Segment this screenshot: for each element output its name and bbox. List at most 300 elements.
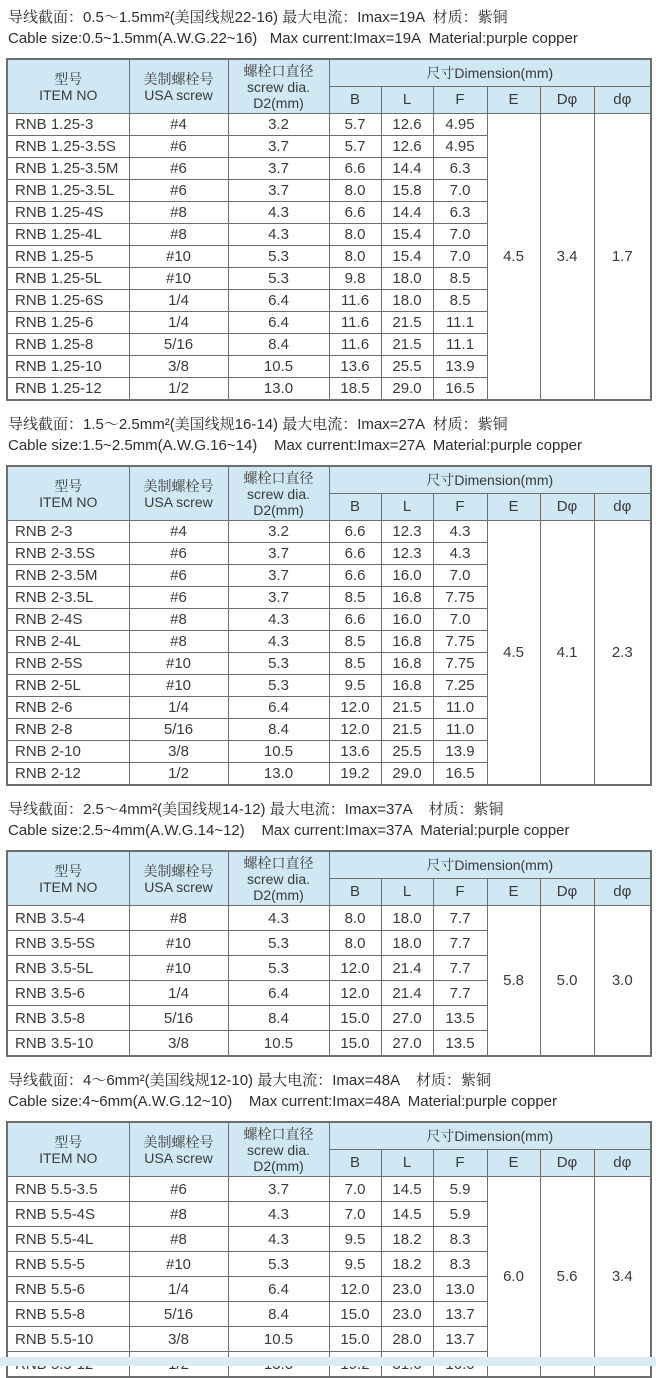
cell-value: 15.8: [381, 180, 433, 202]
cell-value: #6: [129, 136, 228, 158]
cell-value: 8.5: [433, 268, 487, 290]
cell-value: 7.0: [433, 224, 487, 246]
cell-value: 6.6: [329, 543, 381, 565]
header-row-top: [7, 1122, 651, 1150]
header-col-small-dphi: dφ: [594, 494, 651, 521]
header-dimension: 尺寸Dimension(mm): [329, 851, 651, 879]
cell-item-no: RNB 5.5-10: [7, 1327, 129, 1352]
cell-shared-dphi: 5.6: [540, 1177, 594, 1378]
cell-value: 4.3: [433, 543, 487, 565]
cell-value: 5/16: [129, 334, 228, 356]
table-row: [7, 521, 651, 543]
cell-value: 3/8: [129, 356, 228, 378]
header-screw-dia-en2: D2(mm): [253, 1157, 304, 1174]
cell-value: 16.8: [381, 653, 433, 675]
cell-value: 5/16: [129, 1302, 228, 1327]
cell-value: 5.3: [228, 675, 329, 697]
header-col-f: F: [433, 87, 487, 114]
cell-value: #6: [129, 1177, 228, 1202]
cell-value: 5.3: [228, 653, 329, 675]
cell-value: #8: [129, 609, 228, 631]
cell-value: 5/16: [129, 719, 228, 741]
cell-value: 8.5: [433, 290, 487, 312]
cell-value: 1/2: [129, 378, 228, 401]
header-screw-dia: [228, 1122, 329, 1177]
cell-value: 5.3: [228, 931, 329, 956]
cell-value: 4.3: [228, 631, 329, 653]
cell-value: 18.0: [381, 931, 433, 956]
cell-value: 8.0: [329, 246, 381, 268]
cell-value: 5.9: [433, 1202, 487, 1227]
cell-value: 8.5: [329, 631, 381, 653]
header-usa-screw: [129, 466, 228, 521]
cell-shared-small-dphi: 3.4: [594, 1177, 651, 1378]
cell-item-no: RNB 1.25-8: [7, 334, 129, 356]
cell-value: 18.5: [329, 378, 381, 401]
cell-shared-e: 5.8: [487, 906, 540, 1057]
header-screw-dia: [228, 59, 329, 114]
header-col-small-dphi: dφ: [594, 879, 651, 906]
cell-value: 8.5: [329, 587, 381, 609]
cell-value: 13.6: [329, 356, 381, 378]
cell-value: 12.6: [381, 114, 433, 136]
header-usa-screw-zh: 美制螺栓号: [143, 477, 214, 494]
header-usa-screw-en: USA screw: [144, 86, 213, 103]
cell-value: 12.6: [381, 136, 433, 158]
cell-value: 14.5: [381, 1202, 433, 1227]
cell-value: 3/8: [129, 1031, 228, 1057]
header-item-no: [7, 466, 129, 521]
header-col-dphi: Dφ: [540, 87, 594, 114]
header-screw-dia-en2: D2(mm): [253, 94, 304, 111]
cell-value: 11.6: [329, 312, 381, 334]
header-item-no-en: ITEM NO: [39, 1149, 98, 1166]
header-item-no: [7, 1122, 129, 1177]
cell-value: 7.75: [433, 653, 487, 675]
cell-item-no: RNB 5.5-3.5: [7, 1177, 129, 1202]
cell-item-no: RNB 2-5S: [7, 653, 129, 675]
cell-value: 4.95: [433, 114, 487, 136]
cell-value: 13.5: [433, 1031, 487, 1057]
cell-item-no: RNB 2-3.5M: [7, 565, 129, 587]
cell-value: #4: [129, 114, 228, 136]
cell-value: 7.7: [433, 931, 487, 956]
cell-value: 7.0: [433, 565, 487, 587]
header-screw-dia-en1: screw dia.: [246, 870, 311, 887]
cell-shared-dphi: 4.1: [540, 521, 594, 786]
cell-item-no: RNB 1.25-3.5M: [7, 158, 129, 180]
cell-value: 11.0: [433, 697, 487, 719]
header-screw-dia-zh: 螺栓口直径: [243, 854, 314, 871]
cell-item-no: RNB 1.25-6: [7, 312, 129, 334]
cell-value: 18.2: [381, 1227, 433, 1252]
cell-value: 1/4: [129, 981, 228, 1006]
cell-value: 13.0: [228, 378, 329, 401]
cell-value: 3/8: [129, 741, 228, 763]
header-screw-dia-zh: 螺栓口直径: [243, 469, 314, 486]
cell-item-no: RNB 2-3.5L: [7, 587, 129, 609]
cell-value: #8: [129, 906, 228, 931]
header-col-f: F: [433, 494, 487, 521]
header-col-e: E: [487, 879, 540, 906]
cell-value: 3.2: [228, 114, 329, 136]
cell-value: 5.3: [228, 1252, 329, 1277]
cell-value: 29.0: [381, 763, 433, 786]
cell-value: 6.3: [433, 158, 487, 180]
header-col-b: B: [329, 1150, 381, 1177]
cell-item-no: RNB 1.25-10: [7, 356, 129, 378]
header-col-b: B: [329, 87, 381, 114]
cell-value: 3.7: [228, 543, 329, 565]
cell-item-no: RNB 3.5-4: [7, 906, 129, 931]
spec-table: [6, 1121, 652, 1378]
cell-value: #10: [129, 653, 228, 675]
cell-value: 7.0: [433, 609, 487, 631]
table-body: [7, 521, 651, 786]
header-col-small-dphi: dφ: [594, 1150, 651, 1177]
cell-value: 3.7: [228, 136, 329, 158]
header-dimension: 尺寸Dimension(mm): [329, 466, 651, 494]
header-col-l: L: [381, 494, 433, 521]
cell-value: 23.0: [381, 1302, 433, 1327]
spec-table: [6, 850, 652, 1057]
cell-value: 6.4: [228, 697, 329, 719]
cell-value: 10.5: [228, 356, 329, 378]
cell-value: #8: [129, 1227, 228, 1252]
cell-item-no: RNB 2-6: [7, 697, 129, 719]
cell-value: 8.4: [228, 719, 329, 741]
spec-section: [0, 1070, 656, 1378]
section-title-en: Cable size:4~6mm(A.W.G.12~10) Max current:Imax=48A Material:purple copper: [8, 1093, 557, 1110]
cell-value: 3.7: [228, 565, 329, 587]
section-title-en: Cable size:1.5~2.5mm(A.W.G.16~14) Max current:Imax=27A Material:purple copper: [8, 437, 583, 454]
cell-item-no: RNB 2-8: [7, 719, 129, 741]
cell-value: 1/4: [129, 312, 228, 334]
cell-value: 16.8: [381, 675, 433, 697]
cell-value: 4.95: [433, 136, 487, 158]
header-usa-screw-en: USA screw: [144, 878, 213, 895]
header-col-dphi: Dφ: [540, 494, 594, 521]
cell-value: 13.9: [433, 741, 487, 763]
header-col-e: E: [487, 1150, 540, 1177]
cell-value: 3.2: [228, 521, 329, 543]
cell-value: 15.0: [329, 1302, 381, 1327]
cell-value: #10: [129, 268, 228, 290]
cell-value: 14.5: [381, 1177, 433, 1202]
header-col-e: E: [487, 494, 540, 521]
cell-item-no: RNB 5.5-4S: [7, 1202, 129, 1227]
cell-value: 1/4: [129, 697, 228, 719]
header-item-no-zh: 型号: [54, 862, 83, 879]
cell-shared-small-dphi: 2.3: [594, 521, 651, 786]
cell-value: 10.5: [228, 1327, 329, 1352]
spec-table: [6, 465, 652, 786]
cell-shared-small-dphi: 3.0: [594, 906, 651, 1057]
spec-section: [0, 799, 656, 1057]
cell-value: 9.5: [329, 1252, 381, 1277]
header-screw-dia-en1: screw dia.: [246, 485, 311, 502]
cell-value: 10.5: [228, 741, 329, 763]
cell-item-no: RNB 1.25-4L: [7, 224, 129, 246]
cell-shared-e: 4.5: [487, 521, 540, 786]
cell-item-no: RNB 2-4L: [7, 631, 129, 653]
cell-value: 12.0: [329, 719, 381, 741]
cell-value: 29.0: [381, 378, 433, 401]
spec-section: [0, 7, 656, 401]
header-col-b: B: [329, 494, 381, 521]
spec-table: [6, 58, 652, 401]
cell-value: #8: [129, 1202, 228, 1227]
cell-value: 6.6: [329, 609, 381, 631]
cell-item-no: RNB 2-4S: [7, 609, 129, 631]
cell-value: 13.9: [433, 356, 487, 378]
cell-item-no: RNB 3.5-5L: [7, 956, 129, 981]
cell-value: #6: [129, 543, 228, 565]
cell-value: 5/16: [129, 1006, 228, 1031]
header-usa-screw: [129, 59, 228, 114]
cell-value: #6: [129, 565, 228, 587]
table-row: [7, 1177, 651, 1202]
cell-value: 5.3: [228, 268, 329, 290]
header-screw-dia-en2: D2(mm): [253, 501, 304, 518]
cell-value: 10.5: [228, 1031, 329, 1057]
cell-value: 18.0: [381, 906, 433, 931]
cell-value: #10: [129, 246, 228, 268]
cell-item-no: RNB 2-3.5S: [7, 543, 129, 565]
header-col-l: L: [381, 879, 433, 906]
cell-item-no: RNB 2-5L: [7, 675, 129, 697]
cell-value: 4.3: [228, 202, 329, 224]
cell-item-no: RNB 3.5-8: [7, 1006, 129, 1031]
cell-value: 12.0: [329, 981, 381, 1006]
cell-value: 4.3: [433, 521, 487, 543]
cell-value: 15.4: [381, 246, 433, 268]
cell-item-no: RNB 1.25-5: [7, 246, 129, 268]
cell-value: 8.0: [329, 906, 381, 931]
cell-value: 6.4: [228, 981, 329, 1006]
cell-value: 18.0: [381, 268, 433, 290]
cell-value: 8.4: [228, 334, 329, 356]
cell-value: 13.7: [433, 1327, 487, 1352]
cell-value: 16.8: [381, 631, 433, 653]
cell-value: 14.4: [381, 202, 433, 224]
header-row-top: [7, 466, 651, 494]
section-title-zh: 导线截面：2.5～4mm²(美国线规14-12) 最大电流：Imax=37A 材质：紫铜: [8, 801, 504, 818]
cell-value: 9.8: [329, 268, 381, 290]
cell-value: #8: [129, 631, 228, 653]
cell-value: 1/4: [129, 290, 228, 312]
cell-value: 8.3: [433, 1252, 487, 1277]
header-screw-dia-en2: D2(mm): [253, 886, 304, 903]
header-col-f: F: [433, 1150, 487, 1177]
cell-value: 28.0: [381, 1327, 433, 1352]
cell-value: 6.4: [228, 312, 329, 334]
cell-value: 18.2: [381, 1252, 433, 1277]
cell-item-no: RNB 1.25-12: [7, 378, 129, 401]
cell-value: 25.5: [381, 356, 433, 378]
cell-value: #6: [129, 158, 228, 180]
footer-strip: [0, 1357, 656, 1366]
cell-value: #4: [129, 521, 228, 543]
cell-value: 11.6: [329, 334, 381, 356]
cell-value: 27.0: [381, 1006, 433, 1031]
header-usa-screw-zh: 美制螺栓号: [143, 862, 214, 879]
cell-value: 7.25: [433, 675, 487, 697]
header-usa-screw-zh: 美制螺栓号: [143, 70, 214, 87]
cell-value: 16.5: [433, 378, 487, 401]
cell-value: 5.3: [228, 246, 329, 268]
cell-value: #8: [129, 224, 228, 246]
cell-value: 7.7: [433, 981, 487, 1006]
cell-item-no: RNB 5.5-4L: [7, 1227, 129, 1252]
cell-value: 21.5: [381, 697, 433, 719]
cell-value: 1/4: [129, 1277, 228, 1302]
header-item-no-en: ITEM NO: [39, 86, 98, 103]
header-dimension: 尺寸Dimension(mm): [329, 59, 651, 87]
cell-value: 8.4: [228, 1006, 329, 1031]
cell-value: 16.8: [381, 587, 433, 609]
header-usa-screw: [129, 851, 228, 906]
cell-value: 11.0: [433, 719, 487, 741]
header-item-no-zh: 型号: [54, 477, 83, 494]
header-col-b: B: [329, 879, 381, 906]
cell-value: 7.0: [329, 1202, 381, 1227]
header-item-no-en: ITEM NO: [39, 493, 98, 510]
cell-item-no: RNB 1.25-3.5S: [7, 136, 129, 158]
cell-value: 15.0: [329, 1327, 381, 1352]
cell-shared-dphi: 5.0: [540, 906, 594, 1057]
header-row-top: [7, 59, 651, 87]
cell-value: 8.3: [433, 1227, 487, 1252]
cell-value: 6.3: [433, 202, 487, 224]
cell-item-no: RNB 5.5-6: [7, 1277, 129, 1302]
cell-value: 6.6: [329, 521, 381, 543]
header-screw-dia-zh: 螺栓口直径: [243, 62, 314, 79]
table-body: [7, 114, 651, 401]
cell-value: #6: [129, 180, 228, 202]
cell-value: 12.3: [381, 543, 433, 565]
cell-value: 1/2: [129, 763, 228, 786]
cell-shared-small-dphi: 1.7: [594, 114, 651, 401]
header-usa-screw-en: USA screw: [144, 493, 213, 510]
header-item-no-zh: 型号: [54, 1133, 83, 1150]
section-title-zh: 导线截面：1.5～2.5mm²(美国线规16-14) 最大电流：Imax=27A 材质：紫铜: [8, 416, 508, 433]
table-body: [7, 906, 651, 1057]
cell-value: 8.0: [329, 180, 381, 202]
header-col-dphi: Dφ: [540, 1150, 594, 1177]
cell-value: 15.4: [381, 224, 433, 246]
cell-value: 3.7: [228, 180, 329, 202]
cell-value: 7.75: [433, 587, 487, 609]
cell-value: 23.0: [381, 1277, 433, 1302]
cell-value: 12.0: [329, 956, 381, 981]
cell-shared-e: 4.5: [487, 114, 540, 401]
cell-value: 6.4: [228, 290, 329, 312]
section-title-zh: 导线截面：4～6mm²(美国线规12-10) 最大电流：Imax=48A 材质：紫铜: [8, 1072, 491, 1089]
header-col-l: L: [381, 87, 433, 114]
header-col-small-dphi: dφ: [594, 87, 651, 114]
header-row-top: [7, 851, 651, 879]
cell-value: 4.3: [228, 609, 329, 631]
cell-item-no: RNB 3.5-5S: [7, 931, 129, 956]
cell-value: 11.1: [433, 334, 487, 356]
cell-value: #6: [129, 587, 228, 609]
cell-value: 13.0: [433, 1277, 487, 1302]
cell-value: 8.0: [329, 224, 381, 246]
table-row: [7, 114, 651, 136]
cell-item-no: RNB 5.5-5: [7, 1252, 129, 1277]
cell-item-no: RNB 3.5-10: [7, 1031, 129, 1057]
cell-item-no: RNB 1.25-3.5L: [7, 180, 129, 202]
header-item-no-zh: 型号: [54, 70, 83, 87]
cell-value: 21.4: [381, 981, 433, 1006]
cell-value: 7.7: [433, 906, 487, 931]
cell-value: 18.0: [381, 290, 433, 312]
cell-item-no: RNB 5.5-8: [7, 1302, 129, 1327]
table-row: [7, 906, 651, 931]
cell-value: 5.3: [228, 956, 329, 981]
cell-value: 11.1: [433, 312, 487, 334]
cell-value: 21.4: [381, 956, 433, 981]
cell-item-no: RNB 1.25-5L: [7, 268, 129, 290]
cell-value: 9.5: [329, 1227, 381, 1252]
cell-value: 12.3: [381, 521, 433, 543]
cell-value: #10: [129, 675, 228, 697]
cell-value: 9.5: [329, 675, 381, 697]
cell-value: 7.75: [433, 631, 487, 653]
cell-item-no: RNB 1.25-4S: [7, 202, 129, 224]
cell-value: 4.3: [228, 224, 329, 246]
cell-value: 5.7: [329, 136, 381, 158]
cell-value: 13.6: [329, 741, 381, 763]
header-screw-dia-zh: 螺栓口直径: [243, 1125, 314, 1142]
cell-value: #10: [129, 956, 228, 981]
table-body: [7, 1177, 651, 1378]
header-item-no-en: ITEM NO: [39, 878, 98, 895]
cell-shared-dphi: 3.4: [540, 114, 594, 401]
cell-value: 3.7: [228, 158, 329, 180]
cell-value: 5.9: [433, 1177, 487, 1202]
cell-value: 8.5: [329, 653, 381, 675]
spec-section: [0, 414, 656, 786]
section-title-en: Cable size:2.5~4mm(A.W.G.14~12) Max current:Imax=37A Material:purple copper: [8, 822, 570, 839]
cell-value: 7.7: [433, 956, 487, 981]
cell-value: 11.6: [329, 290, 381, 312]
cell-item-no: RNB 1.25-3: [7, 114, 129, 136]
section-title-en: Cable size:0.5~1.5mm(A.W.G.22~16) Max current:Imax=19A Material:purple copper: [8, 30, 578, 47]
cell-value: #10: [129, 931, 228, 956]
cell-value: 15.0: [329, 1031, 381, 1057]
cell-value: 13.7: [433, 1302, 487, 1327]
cell-value: 5.7: [329, 114, 381, 136]
cell-value: 16.0: [381, 609, 433, 631]
header-usa-screw-zh: 美制螺栓号: [143, 1133, 214, 1150]
cell-value: 7.0: [433, 246, 487, 268]
cell-item-no: RNB 1.25-6S: [7, 290, 129, 312]
cell-value: 3/8: [129, 1327, 228, 1352]
header-usa-screw-en: USA screw: [144, 1149, 213, 1166]
cell-value: #10: [129, 1252, 228, 1277]
cell-shared-e: 6.0: [487, 1177, 540, 1378]
header-col-e: E: [487, 87, 540, 114]
cell-value: 6.6: [329, 202, 381, 224]
cell-item-no: RNB 2-3: [7, 521, 129, 543]
cell-value: 6.6: [329, 158, 381, 180]
header-col-dphi: Dφ: [540, 879, 594, 906]
cell-value: 21.5: [381, 719, 433, 741]
cell-value: 4.3: [228, 906, 329, 931]
cell-value: 4.3: [228, 1202, 329, 1227]
